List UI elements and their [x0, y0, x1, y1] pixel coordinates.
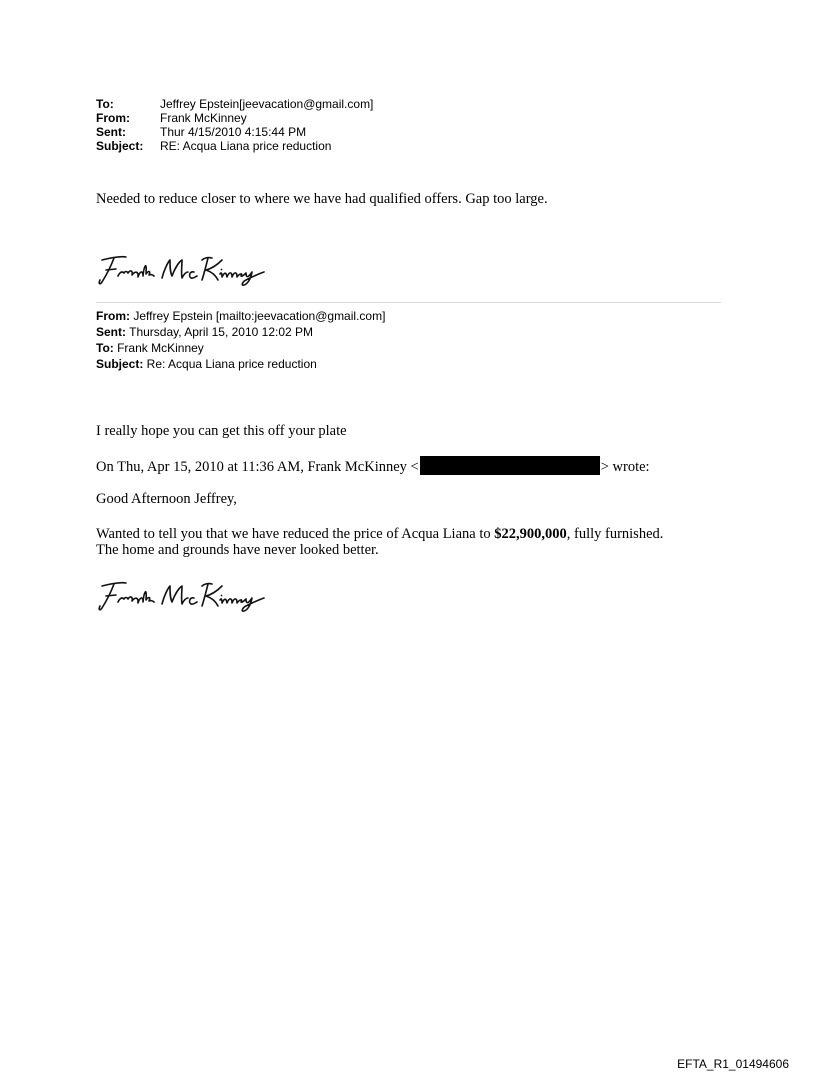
on-wrote-line	[96, 456, 650, 475]
reply-body: Needed to reduce closer to where we have had qualified offers. Gap too large.	[96, 191, 548, 207]
quoted-body: I really hope you can get this off your plate	[96, 423, 347, 439]
from-value: Frank McKinney	[160, 111, 247, 125]
from-label: From:	[96, 111, 130, 125]
header-to-row	[96, 97, 373, 111]
quoted-subject-label: Subject:	[96, 357, 144, 371]
to-value: Jeffrey Epstein[jeevacation@gmail.com]	[160, 97, 374, 111]
on-line-prefix: On Thu, Apr 15, 2010 at 11:36 AM, Frank McKinney <	[96, 459, 419, 475]
redaction-block	[420, 456, 600, 475]
price-value: $22,900,000	[494, 526, 567, 542]
quoted-sent-value: Thursday, April 15, 2010 12:02 PM	[126, 325, 314, 339]
on-line-suffix: > wrote:	[600, 459, 650, 475]
header-subject-row	[96, 139, 373, 153]
sent-value: Thur 4/15/2010 4:15:44 PM	[160, 125, 307, 139]
sent-label: Sent:	[96, 125, 126, 139]
quoted-subject-value: Re: Acqua Liana price reduction	[143, 357, 317, 371]
quoted-to-value: Frank McKinney	[113, 341, 204, 355]
quoted-from-row	[96, 308, 385, 324]
quoted-divider	[96, 302, 721, 303]
message-prefix: Wanted to tell you that we have reduced the price of Acqua Liana to	[96, 526, 495, 542]
quoted-from-value: Jeffrey Epstein [mailto:jeevacation@gmail.com]	[130, 309, 386, 323]
signature-image	[96, 578, 271, 614]
quoted-header	[96, 308, 385, 372]
to-label: To:	[96, 97, 114, 111]
quoted-to-row	[96, 340, 385, 356]
message-suffix: , fully furnished.	[566, 526, 664, 542]
subject-value: RE: Acqua Liana price reduction	[160, 139, 332, 153]
greeting: Good Afternoon Jeffrey,	[96, 491, 237, 507]
email-header	[96, 97, 373, 153]
signature-image	[96, 252, 271, 288]
quoted-subject-row	[96, 356, 385, 372]
quoted-to-label: To:	[96, 341, 114, 355]
header-sent-row	[96, 125, 373, 139]
message-line-2: The home and grounds have never looked better.	[96, 542, 379, 558]
message-line-1	[96, 526, 663, 542]
document-id: EFTA_R1_01494606	[677, 1057, 789, 1071]
subject-label: Subject:	[96, 139, 144, 153]
quoted-from-label: From:	[96, 309, 130, 323]
quoted-sent-row	[96, 324, 385, 340]
header-from-row	[96, 111, 373, 125]
message-body	[96, 526, 663, 558]
quoted-sent-label: Sent:	[96, 325, 126, 339]
